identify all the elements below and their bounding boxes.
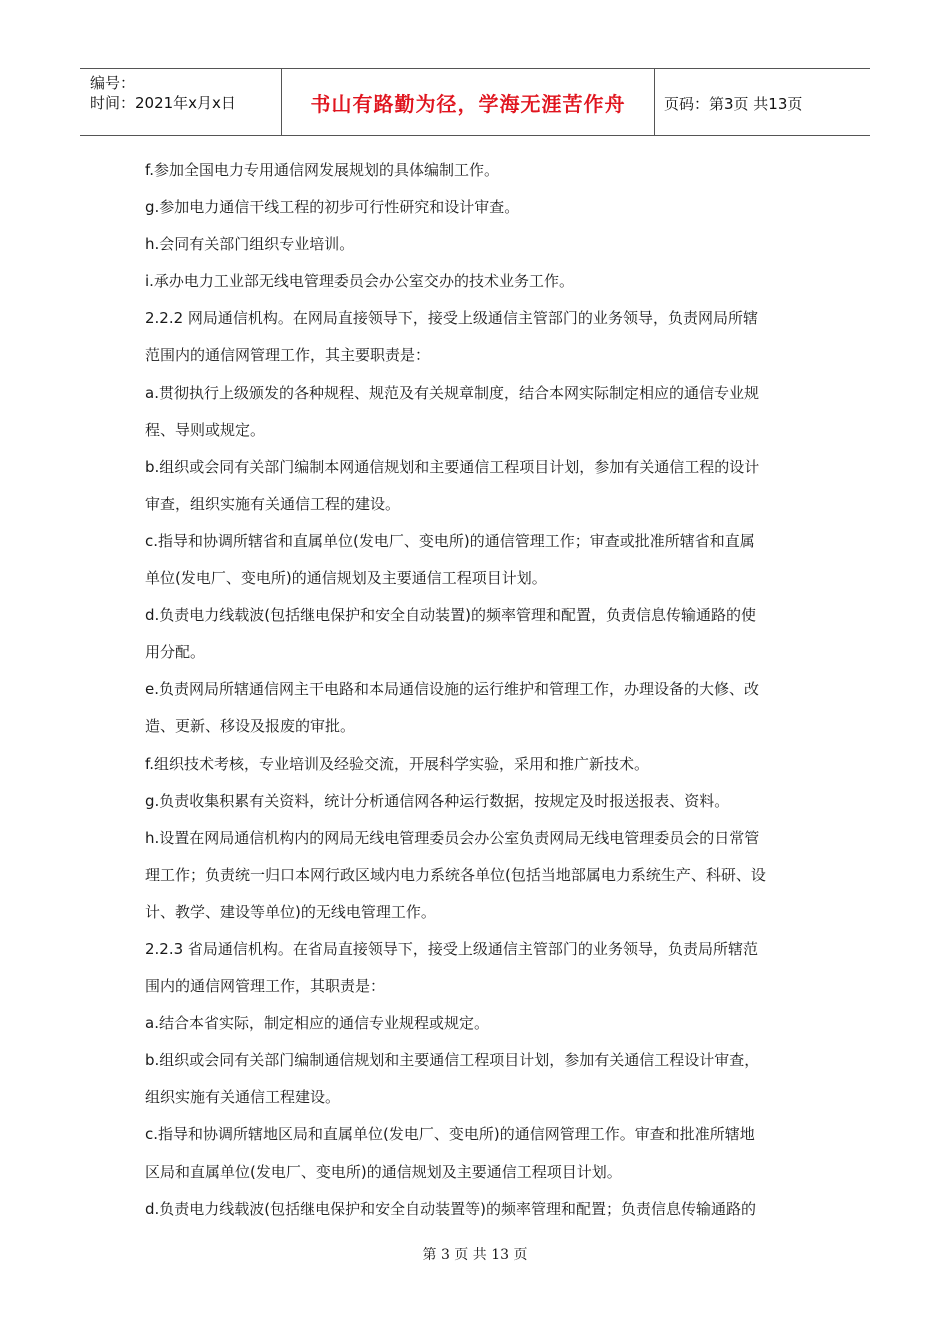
body-text-line: f.组织技术考核，专业培训及经验交流，开展科学实验，采用和推广新技术。 bbox=[145, 754, 649, 773]
body-text-line: 组织实施有关通信工程建设。 bbox=[145, 1088, 341, 1107]
body-text-line: 单位(发电厂、变电所)的通信规划及主要通信工程项目计划。 bbox=[145, 569, 547, 588]
header-motto: 书山有路勤为径，学海无涯苦作舟 bbox=[310, 92, 626, 116]
document-body bbox=[145, 152, 815, 1228]
body-text-line: d.负责电力线载波(包括继电保护和安全自动装置等)的频率管理和配置；负责信息传输通路的 bbox=[145, 1199, 756, 1218]
body-text-line: f.参加全国电力专用通信网发展规划的具体编制工作。 bbox=[145, 161, 499, 179]
body-text-line: d.负责电力线载波(包括继电保护和安全自动装置)的频率管理和配置，负责信息传输通路的使 bbox=[145, 606, 756, 625]
body-text-line: a.贯彻执行上级颁发的各种规程、规范及有关规章制度，结合本网实际制定相应的通信专业规 bbox=[145, 383, 759, 402]
body-text-line: 计、教学、建设等单位)的无线电管理工作。 bbox=[145, 902, 436, 921]
body-text-line: 程、导则或规定。 bbox=[145, 420, 266, 439]
body-text-line: b.组织或会同有关部门编制通信规划和主要通信工程项目计划，参加有关通信工程设计审查， bbox=[145, 1051, 760, 1070]
body-text-line: 用分配。 bbox=[145, 643, 206, 662]
body-text-line: c.指导和协调所辖省和直属单位(发电厂、变电所)的通信管理工作；审查或批准所辖省和直属 bbox=[145, 531, 755, 550]
body-text-line: g.负责收集积累有关资料，统计分析通信网各种运行数据，按规定及时报送报表、资料。 bbox=[145, 791, 730, 810]
body-text-line: 范围内的通信网管理工作，其主要职责是： bbox=[145, 346, 431, 365]
date-label: 时间：2021年x月x日 bbox=[90, 94, 236, 112]
body-text-line: e.负责网局所辖通信网主干电路和本局通信设施的运行维护和管理工作，办理设备的大修、改 bbox=[145, 680, 760, 699]
body-text-line: 理工作；负责统一归口本网行政区域内电力系统各单位(包括当地部属电力系统生产、科研、设 bbox=[145, 865, 766, 884]
body-text-line: 审查，组织实施有关通信工程的建设。 bbox=[145, 494, 401, 513]
header-meta bbox=[90, 73, 236, 113]
body-text-line: 2.2.3 省局通信机构。在省局直接领导下，接受上级通信主管部门的业务领导，负责局所辖范 bbox=[145, 939, 758, 958]
body-text-line: 区局和直属单位(发电厂、变电所)的通信规划及主要通信工程项目计划。 bbox=[145, 1162, 622, 1181]
body-text-line: h.设置在网局通信机构内的网局无线电管理委员会办公室负责网局无线电管理委员会的日常管 bbox=[145, 828, 760, 847]
body-text-line: b.组织或会同有关部门编制本网通信规划和主要通信工程项目计划，参加有关通信工程的设计 bbox=[145, 457, 760, 476]
body-text-line: a.结合本省实际，制定相应的通信专业规程或规定。 bbox=[145, 1014, 489, 1033]
body-text-line: c.指导和协调所辖地区局和直属单位(发电厂、变电所)的通信网管理工作。审查和批准所辖地 bbox=[145, 1125, 755, 1144]
body-text-line: i.承办电力工业部无线电管理委员会办公室交办的技术业务工作。 bbox=[145, 272, 574, 291]
body-text-line: 2.2.2 网局通信机构。在网局直接领导下，接受上级通信主管部门的业务领导，负责网局所辖 bbox=[145, 309, 758, 328]
page-header bbox=[80, 68, 870, 136]
body-text-line: g.参加电力通信干线工程的初步可行性研究和设计审查。 bbox=[145, 198, 520, 217]
header-divider-right bbox=[654, 69, 655, 135]
serial-label: 编号： bbox=[90, 74, 136, 92]
body-text-line: h.会同有关部门组织专业培训。 bbox=[145, 235, 355, 254]
body-text-line: 围内的通信网管理工作，其职责是： bbox=[145, 977, 386, 996]
body-text-line: 造、更新、移设及报废的审批。 bbox=[145, 717, 356, 736]
header-page-info: 页码：第3页 共13页 bbox=[664, 95, 803, 113]
page-footer: 第 3 页 共 13 页 bbox=[422, 1247, 528, 1263]
